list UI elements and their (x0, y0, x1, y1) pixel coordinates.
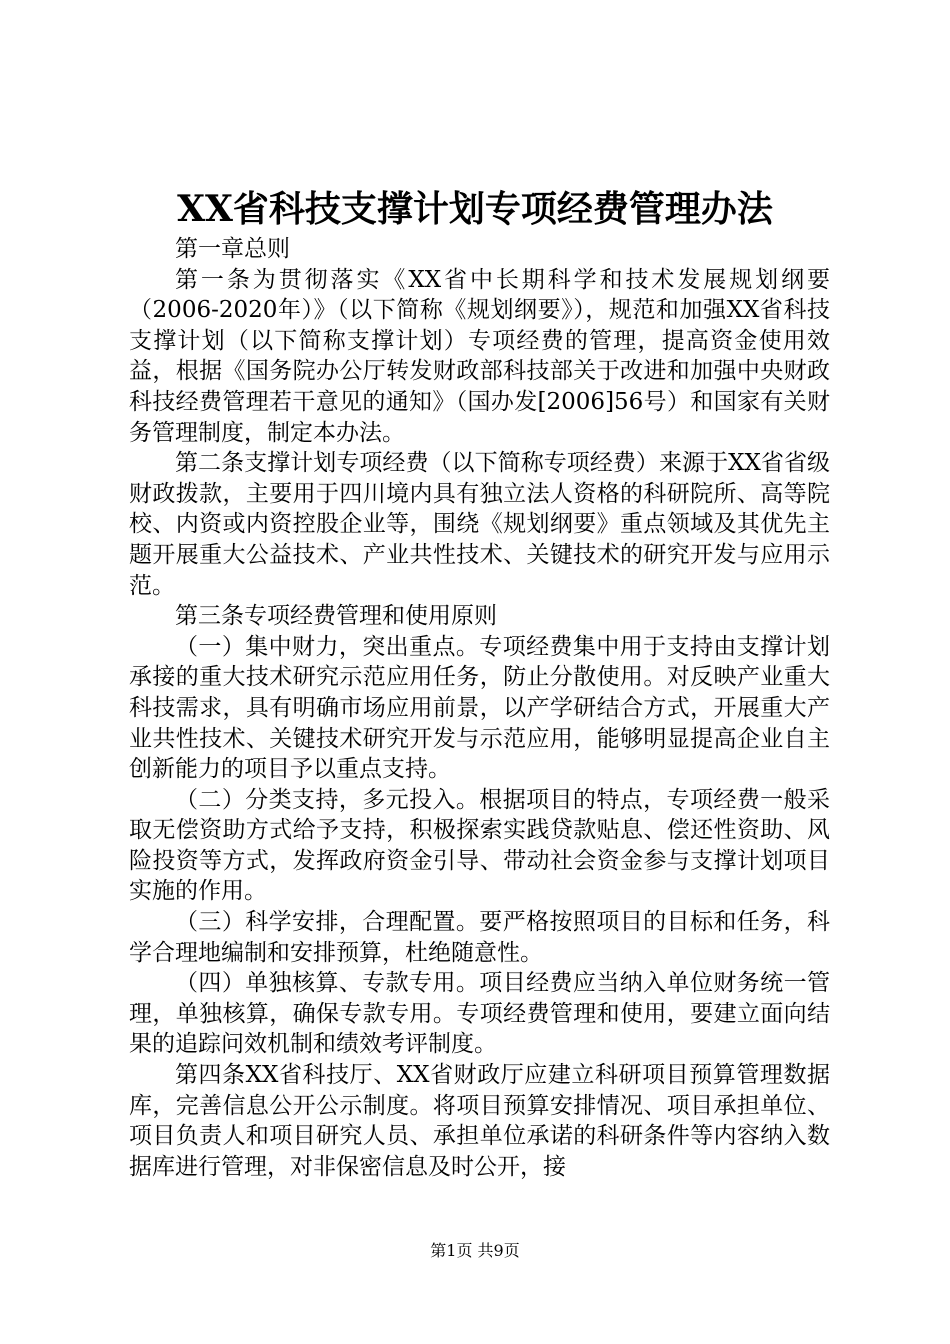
paragraph-principle-1: （一）集中财力，突出重点。专项经费集中用于支持由支撑计划承接的重大技术研究示范应用任务，防止分散使用。对反映产业重大科技需求，具有明确市场应用前景，以产学研结合方式，开展重大产业共性技术、关键技术研究开发与示范应用，能够明显提高企业自主创新能力的项目予以重点支持。 (129, 633, 830, 783)
paragraph-chapter-heading: 第一章总则 (175, 236, 290, 262)
paragraph-article-3: 第三条专项经费管理和使用原则 (175, 603, 497, 630)
paragraph-principle-3: （三）科学安排，合理配置。要严格按照项目的目标和任务，科学合理地编制和安排预算，杜绝随意性。 (129, 909, 830, 966)
paragraph-principle-2: （二）分类支持，多元投入。根据项目的特点，专项经费一般采取无偿资助方式给予支持，积极探索实践贷款贴息、偿还性资助、风险投资等方式，发挥政府资金引导、带动社会资金参与支撑计划项目实施的作用。 (129, 786, 830, 905)
page-number-footer: 第1页 共9页 (430, 1241, 520, 1260)
document-body (129, 234, 830, 1182)
paragraph-article-1: 第一条为贯彻落实《XX省中长期科学和技术发展规划纲要（2006-2020年）》（以下简称《规划纲要》），规范和加强XX省科技支撑计划（以下简称支撑计划）专项经费的管理，提高资金使用效益，根据《国务院办公厅转发财政部科技部关于改进和加强中央财政科技经费管理若干意见的通知》（国办发[2006]56号）和国家有关财务管理制度，制定本办法。 (129, 266, 830, 446)
paragraph-principle-4: （四）单独核算、专款专用。项目经费应当纳入单位财务统一管理，单独核算，确保专款专用。专项经费管理和使用，要建立面向结果的追踪问效机制和绩效考评制度。 (129, 970, 830, 1058)
paragraph-article-4: 第四条XX省科技厅、XX省财政厅应建立科研项目预算管理数据库，完善信息公开公示制度。将项目预算安排情况、项目承担单位、项目负责人和项目研究人员、承担单位承诺的科研条件等内容纳入数据库进行管理，对非保密信息及时公开，接 (129, 1062, 830, 1180)
paragraph-article-2: 第二条支撑计划专项经费（以下简称专项经费）来源于XX省省级财政拨款，主要用于四川境内具有独立法人资格的科研院所、高等院校、内资或内资控股企业等，围绕《规划纲要》重点领域及其优先主题开展重大公益技术、产业共性技术、关键技术的研究开发与应用示范。 (129, 450, 830, 599)
document-title: XX省科技支撑计划专项经费管理办法 (177, 188, 773, 230)
